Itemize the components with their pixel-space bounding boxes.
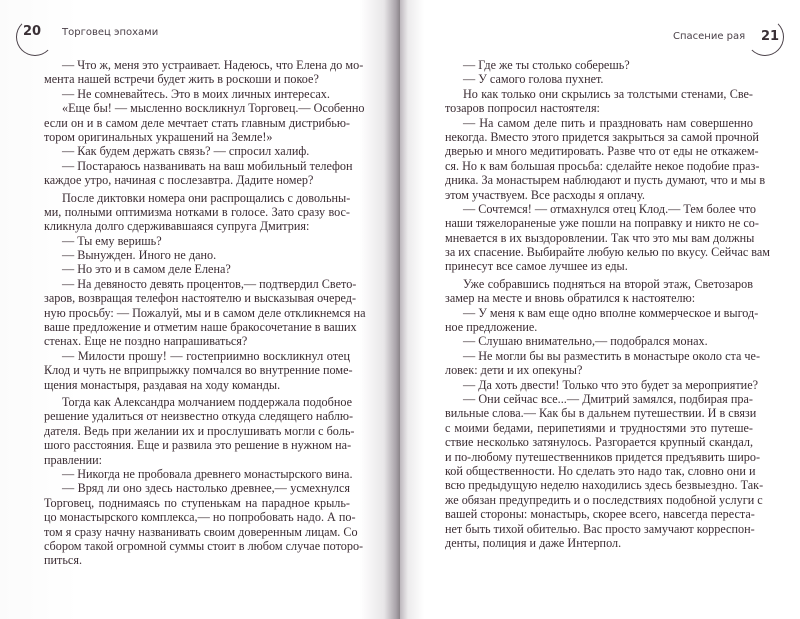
text-line: дателя. Ведь при желании их и прослушивать могли с боль- (44, 423, 355, 438)
paragraph (44, 87, 350, 101)
text-line: мневается в их выздоровлении. Так что это мы вам должны (445, 230, 755, 245)
text-line: кой общественности. Но сделать это надо так, словно они и (445, 463, 756, 478)
text-line: вильные слова.— Как бы в дальнем путешествии. И в связи (445, 406, 757, 421)
text-line: всю предыдущую неделю находились здесь безвыездно. Так- (445, 478, 764, 493)
paragraph (445, 377, 759, 392)
paragraph (44, 58, 364, 87)
text-line: «Еще бы! — мысленно воскликнул Торговец.— Особенно (62, 101, 365, 116)
text-line: и по-любому путешественников придется предъявить широ- (445, 449, 761, 464)
text-line: — На самом деле пить и праздновать нам совершенно (463, 115, 753, 130)
text-line: — Но это и в самом деле Елена? (62, 262, 231, 277)
text-line: если он и в самом деле мечтает стать главным дистрибью- (44, 115, 350, 130)
paragraph (445, 348, 761, 378)
text-line: щения монастыря, раздавая на ходу команды. (44, 377, 281, 392)
text-line: — Милости прошу! — гостеприимно воскликнул отец (62, 348, 350, 363)
text-line: цо монастырского комплекса,— но попробовать надо. А по- (44, 510, 356, 525)
text-line: правлении: (44, 452, 103, 467)
text-line: — Сочтемся! — отмахнулся отец Клод.— Тем более что (463, 201, 756, 216)
text-line: наши тяжелораненые уже пошли на поправку и никто не со- (445, 216, 759, 231)
paragraph (44, 191, 350, 234)
paragraph (445, 87, 753, 116)
text-line: Тогда как Александра молчанием поддержала подобное (62, 394, 352, 409)
paragraph (445, 115, 766, 202)
text-line: же обязан предупредить и о последствиях подобной услуги с (445, 492, 763, 507)
paragraph (445, 334, 753, 348)
text-line: — Не могли бы вы разместить в монастыре около ста че- (463, 348, 761, 363)
text-line: ся. Но к вам большая просьба: сделайте некое подобие праз- (445, 158, 760, 173)
text-line: — Не сомневайтесь. Это в моих личных интересах. (62, 86, 330, 101)
text-line: Уже собравшись подняться на второй этаж, Светозаров (463, 276, 753, 291)
paragraph (44, 481, 364, 568)
text-line: решение удалиться от неизвестно откуда следящего наблю- (44, 409, 353, 424)
paragraph (445, 305, 759, 335)
text-line: — Вынужден. Иного не дано. (62, 248, 217, 263)
text-line: — Где же ты столько соберешь? (463, 58, 630, 72)
text-line: Но как только они скрылись за толстыми стенами, Све- (463, 86, 753, 101)
text-line: тозаров попросил настоятеля: (445, 101, 600, 116)
paragraph (445, 58, 753, 72)
text-line: заров, возвращая телефон настоятелю и высказывая очеред- (44, 291, 357, 306)
paragraph (445, 201, 771, 274)
text-line: — У меня к вам еще одно вполне коммерческое и выгод- (463, 305, 759, 320)
text-line: нет быть тихой обителью. Вас просто замучают корреспон- (445, 521, 755, 536)
text-line: дверью и много медитировать. Разве что от еды не откажем- (445, 144, 759, 159)
text-line: ваше предложение и отметим наше бракосочетание в ваших (44, 320, 357, 335)
page-number: 20 (23, 24, 42, 39)
text-line: шого расстояния. Еще и развила это решение в нужном на- (44, 438, 352, 453)
text-line: том я сразу начну названивать своим доверенным лицам. Со (44, 524, 358, 539)
paragraph (44, 348, 353, 392)
paragraph (445, 277, 753, 306)
text-line: вашей стороны: монастырь, скорее всего, навсегда переста- (445, 507, 755, 522)
text-line: питься. (44, 553, 82, 568)
text-line: каждое утро, начиная с послезавтра. Дадите номер? (44, 173, 314, 188)
running-title: Торговец эпохами (62, 27, 159, 38)
text-line: — Постараюсь названивать на ваш мобильный телефон (62, 158, 353, 173)
paragraph (44, 466, 353, 481)
text-line: дника. За монастырем наблюдают и пусть думают, что и мы в (445, 173, 766, 188)
text-line: Торговец, поднимаясь по ступенькам на парадное крыль- (44, 495, 350, 510)
page-number: 21 (761, 29, 780, 44)
paragraph (44, 262, 350, 276)
text-line: ное предложение. (445, 320, 538, 335)
text-line: — Как будем держать связь? — спросил халиф. (62, 144, 310, 159)
right-page (400, 0, 800, 619)
text-line: ствие несколько затянулось. Разгорается крупный скандал, (445, 435, 753, 450)
text-line: — Да хоть двести! Только что это будет за мероприятие? (463, 377, 759, 392)
text-line: стенах. Еще не поздно напрашиваться? (44, 334, 248, 349)
paragraph (44, 394, 355, 467)
text-line: этом участвуем. Все расходы я оплачу. (445, 187, 645, 202)
paragraph (44, 144, 350, 158)
paragraph (44, 101, 365, 144)
paragraph (445, 391, 764, 550)
text-line: с моими бедами, перипетиями и трудностями это путеше- (445, 420, 753, 435)
paragraph (44, 276, 366, 349)
running-title: Спасение рая (673, 31, 746, 42)
text-line: ми, полными оптимизма нотками в голосе. Зато сразу вос- (44, 204, 350, 219)
text-line: мента нашей встречи будет жить в роскоши и покое? (44, 72, 319, 87)
text-line: ловек: дети и их опекуны? (445, 363, 583, 378)
text-line: — У самого голова пухнет. (463, 72, 604, 87)
page-body (44, 58, 366, 568)
text-line: денты, полиция и даже Интерпол. (445, 535, 622, 550)
text-line: — Вряд ли оно здесь настолько древнее,— усмехнулся (62, 481, 350, 496)
text-line: некогда. Вместо этого придется закрыться за самой прочной (445, 129, 759, 144)
text-line: — Слушаю внимательно,— подобрался монах. (463, 334, 708, 349)
paragraph (44, 234, 350, 248)
text-line: — На девяносто девять процентов,— подтвердил Свето- (62, 276, 357, 291)
text-line: — Никогда не пробовала древнего монастырского вина. (62, 466, 353, 481)
text-line: Клод и чуть не вприпрыжку помчался во внутренние поме- (44, 363, 353, 378)
paragraph (44, 248, 350, 262)
text-line: — Ты ему веришь? (62, 233, 162, 248)
paragraph (445, 72, 753, 86)
text-line: кликнула долго сдерживавшаяся супруга Дмитрия: (44, 219, 310, 234)
paragraph (44, 158, 353, 188)
text-line: принесут все самое лучшее из еды. (445, 259, 628, 274)
page-body (445, 58, 771, 550)
text-line: тором оригинальных украшений на Земле!» (44, 129, 273, 144)
text-line: за их спасение. Выбирайте любую келью по вкусу. Сейчас вам (445, 245, 771, 260)
text-line: — Что ж, меня это устраивает. Надеюсь, что Елена до мо- (62, 58, 364, 72)
text-line: ную просьбу: — Пожалуй, мы и в самом деле откликнемся на (44, 305, 366, 320)
text-line: сбором такой огромной суммы стоит в любом случае поторо- (44, 538, 364, 553)
text-line: — Они сейчас все...— Дмитрий замялся, подбирая пра- (463, 391, 753, 406)
text-line: После диктовки номера они распрощались с довольны- (62, 190, 351, 205)
text-line: замер на месте и вновь обратился к настоятелю: (445, 291, 696, 306)
